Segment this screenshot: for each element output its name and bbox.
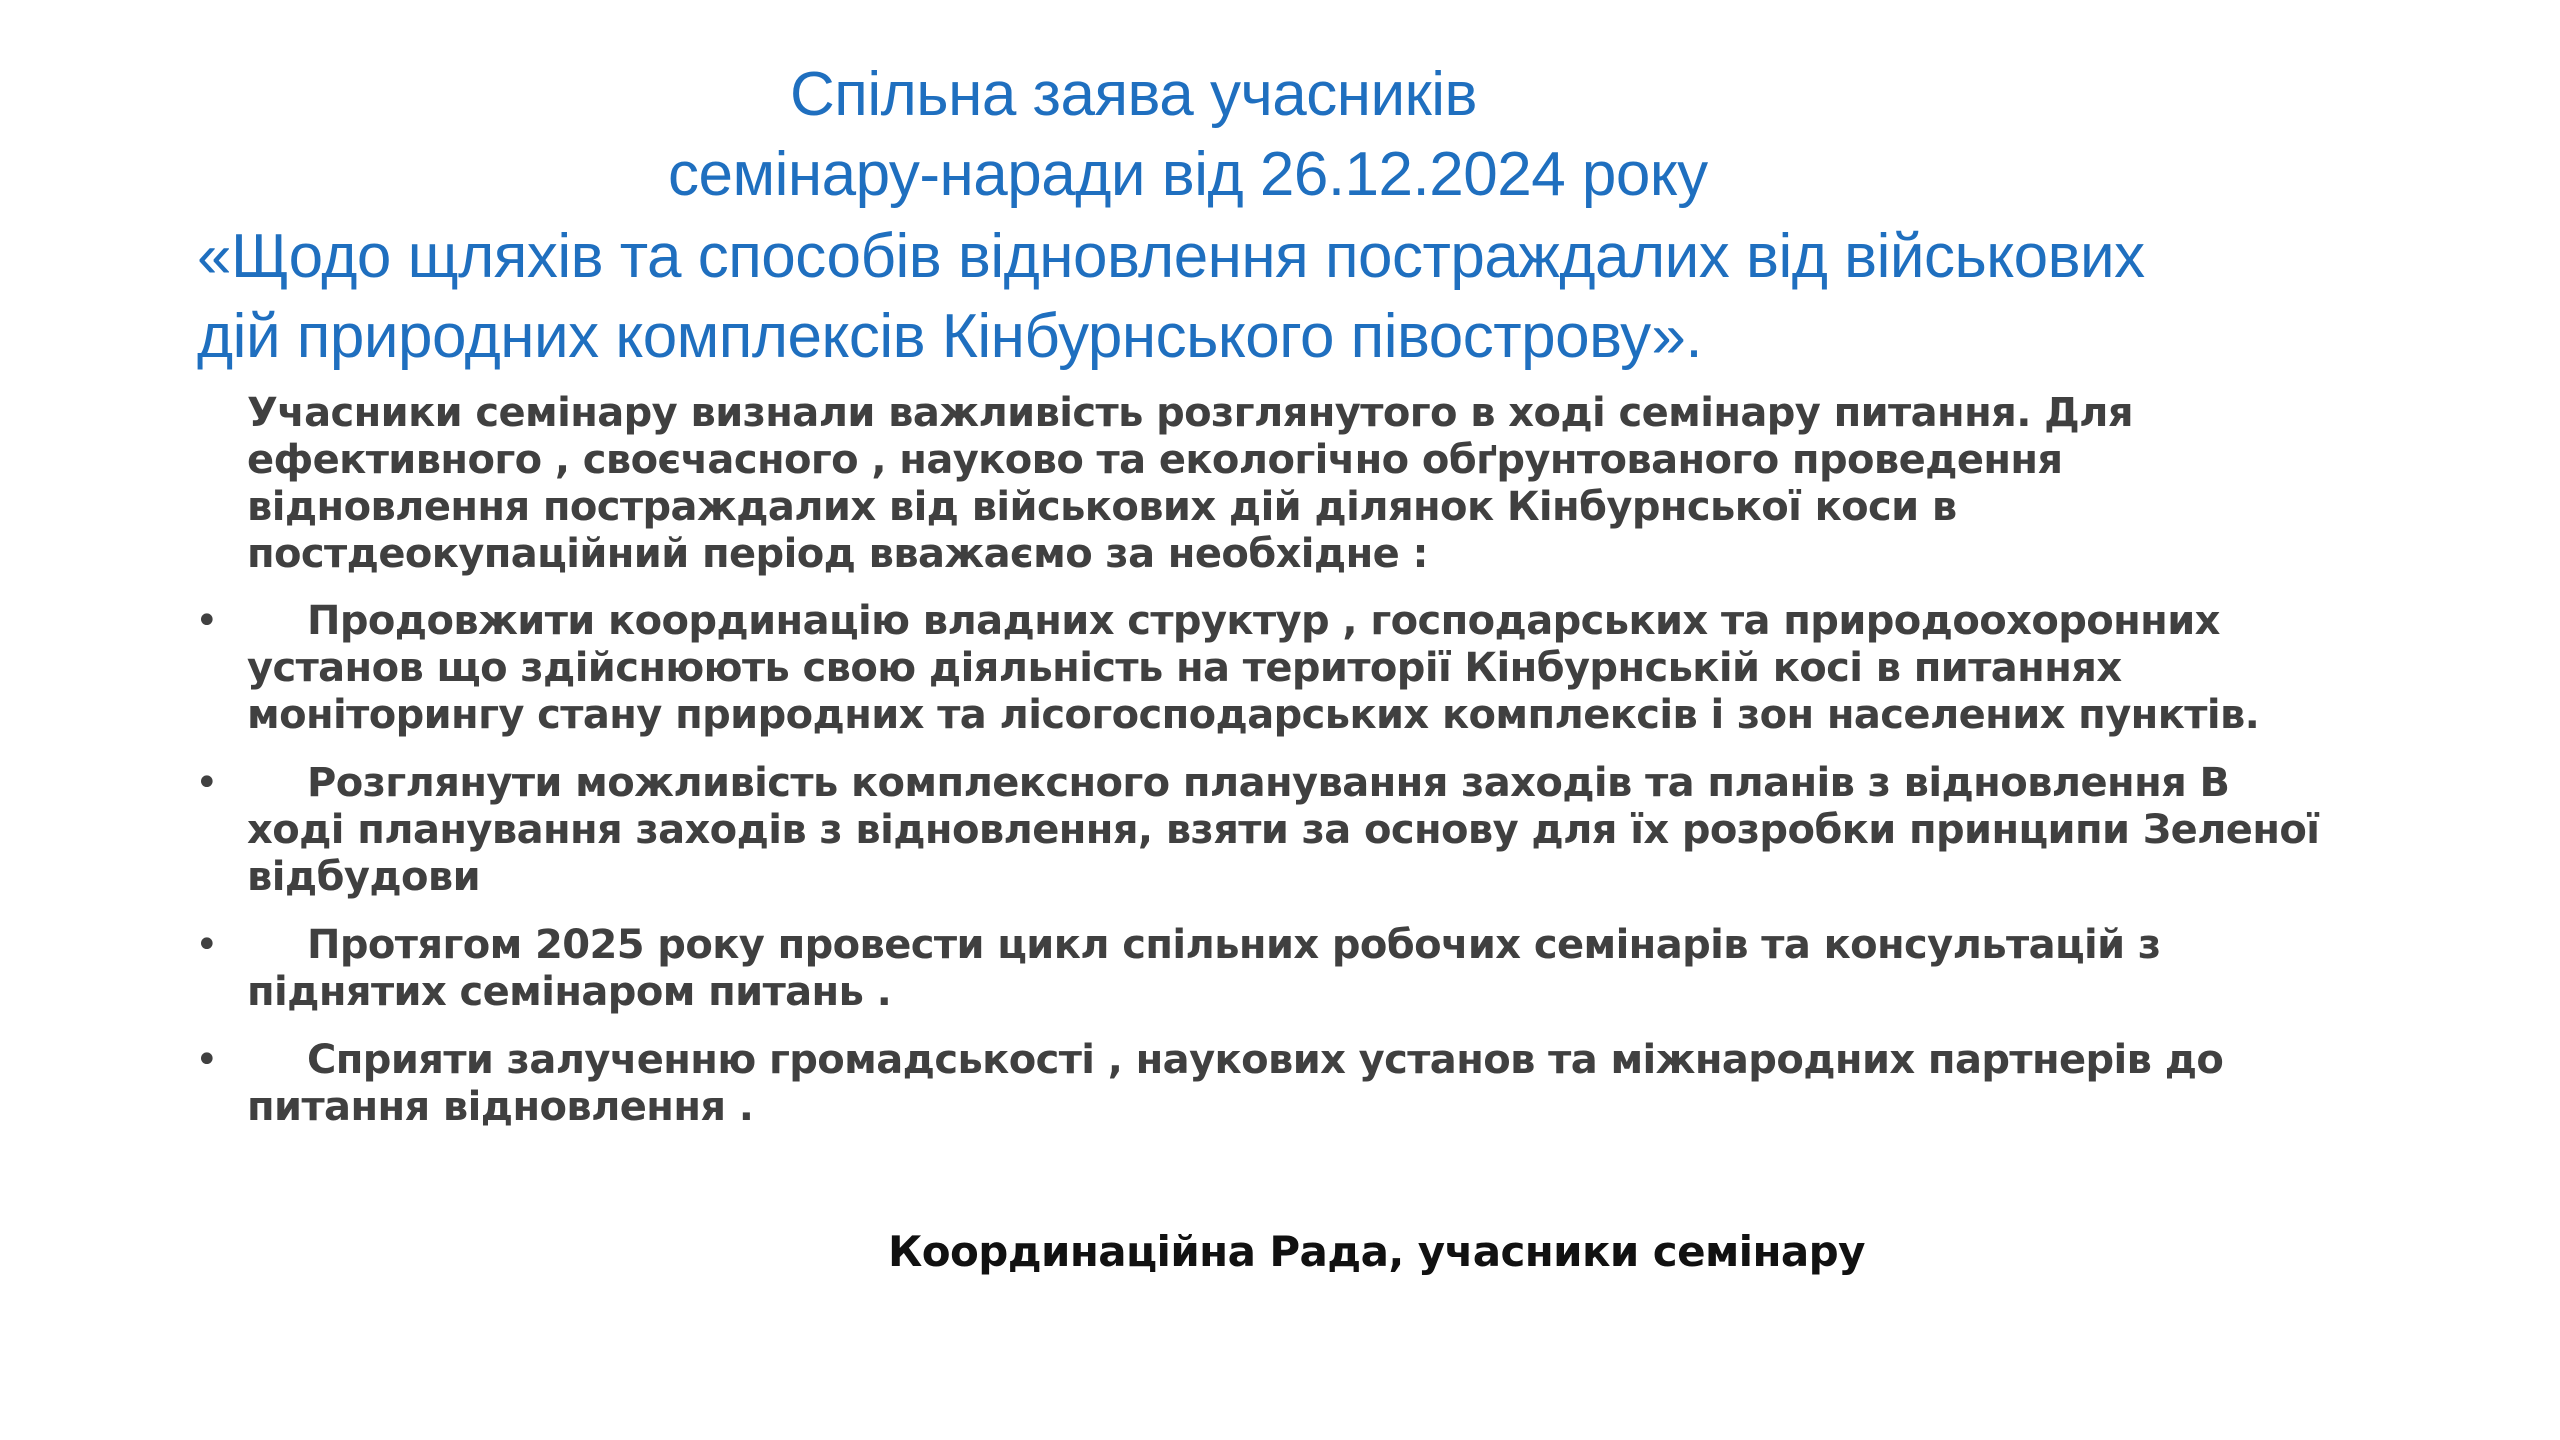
bullet-icon: • xyxy=(195,922,218,968)
bullet-icon: • xyxy=(195,1037,218,1083)
bullet-line: установ що здійснюють свою діяльність на території Кінбурнській косі в питаннях xyxy=(247,645,2122,691)
title-line-2: семінару-наради від 26.12.2024 року xyxy=(668,140,1708,209)
intro-line: постдеокупаційний період вважаємо за необхідне : xyxy=(247,531,1428,577)
title-line-1: Спільна заява учасників xyxy=(790,60,1477,129)
intro-paragraph xyxy=(247,390,2497,578)
title-line-3: «Щодо щляхів та способів відновлення постраждалих від військових xyxy=(197,222,2145,291)
bullet-line: Протягом 2025 року провести цикл спільних робочих семінарів та консультацій з xyxy=(307,922,2161,968)
bullet-item xyxy=(195,1037,2445,1131)
bullet-list xyxy=(195,598,2445,1152)
bullet-line: питання відновлення . xyxy=(247,1084,754,1130)
signature: Координаційна Рада, учасники семінару xyxy=(888,1227,1865,1276)
bullet-line: Продовжити координацію владних структур , господарських та природоохоронних xyxy=(307,598,2220,644)
title-line-4: дій природних комплексів Кінбурнського півострову». xyxy=(197,302,1703,371)
bullet-line: піднятих семінаром питань . xyxy=(247,969,892,1015)
intro-line: Учасники семінару визнали важливість розглянутого в ході семінару питання. Для xyxy=(247,390,2133,436)
bullet-item xyxy=(195,760,2445,901)
bullet-line: Розглянути можливість комплексного планування заходів та планів з відновлення В xyxy=(307,760,2230,806)
bullet-line: ході планування заходів з відновлення, взяти за основу для їх розробки принципи Зеленої xyxy=(247,807,2320,853)
bullet-line: Сприяти залученню громадськості , наукових установ та міжнародних партнерів до xyxy=(307,1037,2224,1083)
bullet-icon: • xyxy=(195,598,218,644)
bullet-line: відбудови xyxy=(247,854,481,900)
bullet-line: моніторингу стану природних та лісогосподарських комплексів і зон населених пунктів. xyxy=(247,692,2260,738)
bullet-item xyxy=(195,598,2445,739)
intro-line: ефективного , своєчасного , науково та екологічно обґрунтованого проведення xyxy=(247,437,2063,483)
intro-line: відновлення постраждалих від військових дій ділянок Кінбурнської коси в xyxy=(247,484,1957,530)
bullet-item xyxy=(195,922,2445,1016)
bullet-icon: • xyxy=(195,760,218,806)
